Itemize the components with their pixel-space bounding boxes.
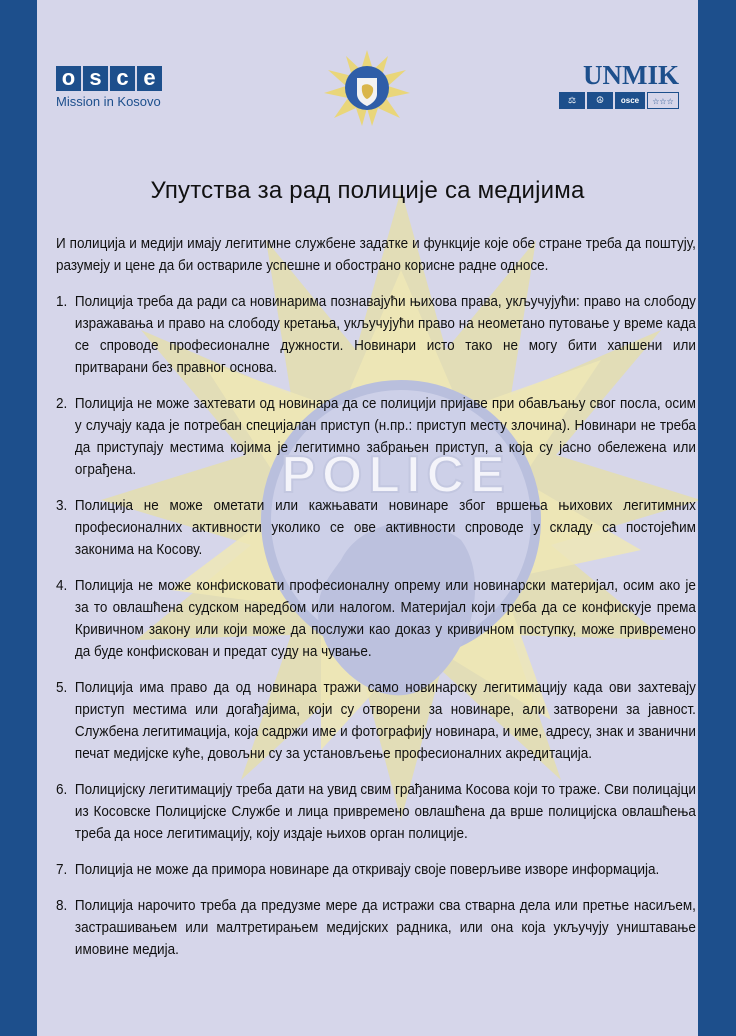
list-item <box>56 779 696 845</box>
list-item-text: Полиција не може ометати или кажњавати новинаре због вршења њихових легитимних професионалних активности уколико се ове активности спроводе у складу са постојећим законима на Косову. <box>74 497 696 558</box>
intro-paragraph: И полиција и медији имају легитимне службене задатке и функције које обе стране треба да поштују, разумеју и цене да би оствариле успешне и обострано корисне радне односе. <box>56 235 696 274</box>
eu-stars-icon: ☆☆☆ <box>647 92 679 109</box>
kosovo-police-emblem-icon <box>322 48 412 128</box>
list-item-text: Полиција не може да примора новинаре да откривају своје поверљиве изворе информација. <box>74 861 660 878</box>
unmik-name: UNMIK <box>583 60 679 90</box>
list-item-number: 4. <box>56 577 68 594</box>
list-item-number: 6. <box>56 781 68 798</box>
watermark-police-text: POLICE <box>281 446 511 504</box>
list-item <box>56 895 696 961</box>
right-border-band <box>698 0 736 1036</box>
list-item <box>56 393 696 481</box>
rules-list <box>56 291 696 961</box>
osce-logo <box>56 66 168 109</box>
list-item-number: 5. <box>56 679 68 696</box>
list-item-number: 1. <box>56 293 68 310</box>
osce-letter: o <box>56 66 81 91</box>
left-border-band <box>0 0 37 1036</box>
page-title: Упутства за рад полиције са медијима <box>150 177 585 204</box>
list-item-number: 8. <box>56 897 68 914</box>
osce-caption: Mission in Kosovo <box>56 94 161 109</box>
list-item-text: Полиција има право да од новинара тражи само новинарску легитимацију када ови захтевају приступ местима или догађајима, који су отворени за новинаре, али затворени за јавност. Службена легитимација, која садржи име и фотографију новинара, и име, адресу, знак и званични печат медијске куће, довољни су за установљење професионалних акредитација. <box>74 679 696 762</box>
osce-letter: c <box>110 66 135 91</box>
list-item <box>56 495 696 561</box>
list-item-number: 3. <box>56 497 68 514</box>
list-item-text: Полиција треба да ради са новинарима познавајући њихова права, укључујући: право на слободу изражавања и право на слободу кретања, укључујући право на неометано путовање у време када се спроводе професионалне дужности. Новинари исто тако не могу бити хапшени или притварани без правног основа. <box>74 293 696 376</box>
list-item-text: Полиција не може захтевати од новинара да се полицији пријаве при обављању свог посла, осим у случају када је потребан специјалан приступ (н.пр.: приступ месту злочина). Новинари не треба да приступају местима којима је легитимно забрањен приступ, а која су јасно обележена или ограђена. <box>74 395 696 478</box>
scales-of-justice-icon: ⚖ <box>559 92 585 109</box>
list-item <box>56 677 696 765</box>
list-item <box>56 575 696 663</box>
document-page <box>37 0 698 1036</box>
osce-letter: e <box>137 66 162 91</box>
un-emblem-icon: ☮ <box>587 92 613 109</box>
osce-letter: s <box>83 66 108 91</box>
osce-letters <box>56 66 168 91</box>
list-item-text: Полиција не може конфисковати професионалну опрему или новинарски материјал, осим ако је за то овлашћена судском наредбом или налогом. Материјал који треба да се конфискује према Кривичном закону или који може да послужи као доказ у кривичном поступку, може привремено да буде конфискован и предат суду на чување. <box>74 577 696 660</box>
list-item-number: 2. <box>56 395 68 412</box>
header <box>37 0 698 150</box>
list-item <box>56 291 696 379</box>
list-item-number: 7. <box>56 861 68 878</box>
list-item <box>56 859 696 881</box>
unmik-partner-marks <box>557 92 679 109</box>
list-item-text: Полиција нарочито треба да предузме мере да истражи сва стварна дела или претње насиљем, застрашивањем или малтретирањем медијских радника, или она која укључују уништавање имовине медија. <box>74 897 696 958</box>
document-body <box>56 233 696 975</box>
unmik-logo <box>557 60 679 109</box>
list-item-text: Полицијску легитимацију треба дати на увид свим грађанима Косова који то траже. Сви полицајци из Косовске Полицијске Службе и лица привремено овлашћена да врше полицијска овлашћења треба да носе легитимацију, коју издаје њихов орган полиције. <box>74 781 696 842</box>
osce-mark-icon: osce <box>615 92 645 109</box>
